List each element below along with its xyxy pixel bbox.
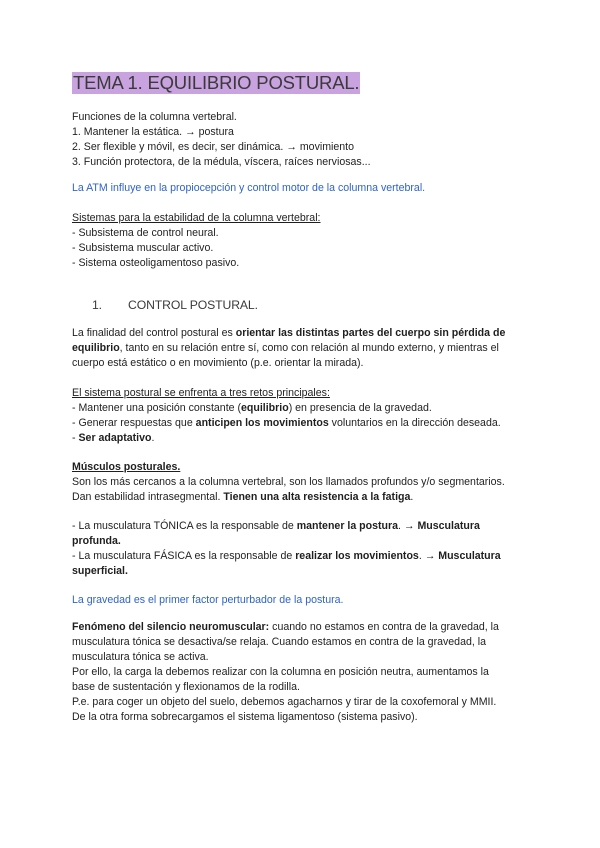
section-label: CONTROL POSTURAL. [128,298,258,312]
text-run-bold: equilibrio [241,402,289,414]
text-line-bold: profunda. [72,535,121,547]
text-run: - La musculatura TÓNICA es la responsable de [72,520,297,532]
text-line: musculatura tónica se desactiva/se relaja. Cuando estamos en contra de la gravedad, la [72,636,486,648]
gravity-note-section [72,593,532,608]
systems-section [72,211,532,271]
systems-item: - Sistema osteoligamentoso pasivo. [72,257,240,269]
text-run-bold: realizar los movimientos [295,550,419,562]
text-line-bold: superficial. [72,565,128,577]
musculatura-section [72,519,532,579]
systems-heading: Sistemas para la estabilidad de la columna vertebral: [72,212,321,224]
text-run: La finalidad del control postural es [72,327,236,339]
atm-note: La ATM influye en la propiocepción y control motor de la columna vertebral. [72,182,426,194]
page-title: TEMA 1. EQUILIBRIO POSTURAL. [73,72,360,93]
text-run-bold: Musculatura [438,550,501,562]
text-run: - Mantener una posición constante ( [72,402,242,414]
text-line: musculatura tónica se activa. [72,651,209,663]
atm-note-section [72,181,532,196]
fenomeno-section [72,620,532,725]
text-run-bold: Fenómeno del silencio neuromuscular: [72,621,270,633]
text-line: base de sustentación y flexionamos de la rodilla. [72,681,300,693]
text-run: . [151,432,155,444]
text-run: - [72,432,79,444]
musculos-section [72,460,532,505]
section-heading [92,297,258,313]
text-run: . [410,491,414,503]
text-run-bold: Musculatura [417,520,480,532]
text-run-bold: anticipen los movimientos [195,417,329,429]
text-run: ) en presencia de la gravedad. [288,402,432,414]
systems-item: - Subsistema muscular activo. [72,242,214,254]
retos-section [72,386,532,446]
intro-item: 3. Función protectora, de la médula, víscera, raíces nerviosas... [72,156,371,168]
musculos-heading: Músculos posturales. [72,461,181,473]
text-run: , tanto en su relación entre sí, como con relación al mundo externo, y mientras el [119,342,499,354]
text-run-bold: mantener la postura [296,520,399,532]
text-run-bold: equilibrio [72,342,120,354]
section-number: 1. [92,298,102,312]
text-line: De la otra forma sobrecargamos el sistema ligamentoso (sistema pasivo). [72,711,418,723]
text-run: voluntarios en la dirección deseada. [328,417,501,429]
gravity-note: La gravedad es el primer factor perturbador de la postura. [72,594,344,606]
text-line: Son los más cercanos a la columna vertebral, son los llamados profundos y/o segmentarios. [72,476,505,488]
text-line: cuerpo está estático o en movimiento (p.e. orientar la mirada). [72,357,364,369]
text-line: Por ello, la carga la debemos realizar con la columna en posición neutra, aumentamos la [72,666,489,678]
control-paragraph [72,326,532,371]
systems-item: - Subsistema de control neural. [72,227,219,239]
text-run-bold: Ser adaptativo [78,432,152,444]
text-run: - La musculatura FÁSICA es la responsable de [72,550,296,562]
text-run: . → [418,550,439,562]
intro-item: 1. Mantener la estática. → postura [72,126,234,138]
intro-section [72,110,532,170]
text-run: Dan estabilidad intrasegmental. [72,491,224,503]
text-run: - Generar respuestas que [72,417,196,429]
text-run: cuando no estamos en contra de la gravedad, la [269,621,499,633]
text-line: P.e. para coger un objeto del suelo, debemos agacharnos y tirar de la coxofemoral y MMII. [72,696,497,708]
intro-item: 2. Ser flexible y móvil, es decir, ser dinámica. → movimiento [72,141,355,153]
intro-heading: Funciones de la columna vertebral. [72,111,237,123]
text-run-bold: orientar las distintas partes del cuerpo sin pérdida de [235,327,506,339]
text-run: . → [398,520,418,532]
retos-heading: El sistema postural se enfrenta a tres retos principales: [72,387,330,399]
text-run-bold: Tienen una alta resistencia a la fatiga [223,491,411,503]
